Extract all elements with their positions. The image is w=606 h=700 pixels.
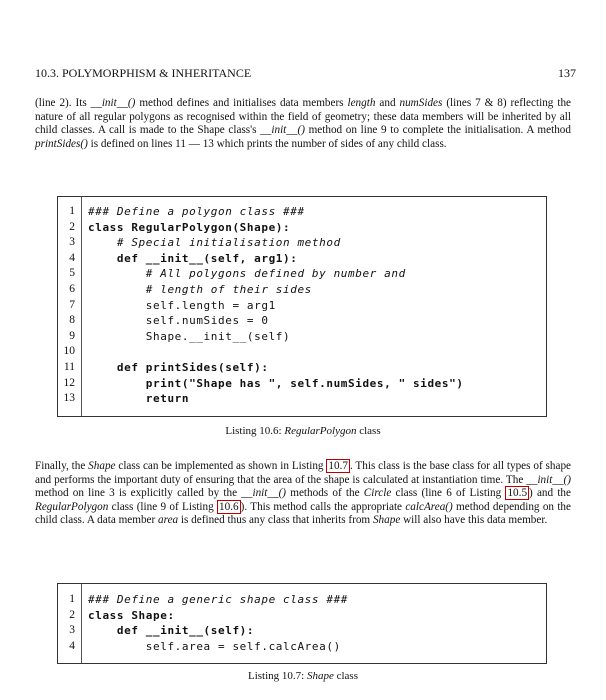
line-number: 3 — [69, 236, 75, 249]
code-line: Shape.__init__(self) — [88, 329, 291, 343]
line-number: 8 — [69, 314, 75, 327]
line-number: 7 — [69, 298, 75, 311]
line-number: 6 — [69, 283, 75, 295]
code-line: # Special initialisation method — [88, 236, 341, 250]
line-number: 1 — [69, 205, 75, 217]
code-line: class RegularPolygon(Shape): — [88, 220, 291, 234]
line-number: 4 — [69, 251, 75, 264]
code-line: def printSides(self): — [88, 361, 269, 374]
code-line: self.length = arg1 — [88, 298, 276, 312]
listing-caption: Listing 10.7: Shape class — [247, 670, 358, 682]
listing-ref-link[interactable]: 10.6 — [219, 500, 239, 513]
line-number: 1 — [69, 593, 75, 605]
listing-caption: Listing 10.6: RegularPolygon class — [225, 425, 381, 437]
line-number: 13 — [63, 392, 75, 405]
code-line: return — [88, 392, 190, 406]
code-line: ### Define a polygon class ### — [88, 205, 305, 218]
page-number: 137 — [558, 66, 576, 80]
code-line: print("Shape has ", self.numSides, " sides") — [88, 376, 464, 390]
line-number: 12 — [63, 376, 75, 389]
line-number: 2 — [69, 608, 75, 621]
line-number: 3 — [69, 624, 75, 637]
chapter-title: 10.3. POLYMORPHISM & INHERITANCE — [35, 66, 252, 80]
paragraph-intro: (line 2). Its __init__() method defines and initialises data members length and numSides (lines 7 & 8) reflecting the nature of all regular polygons as recognised within the field of geometry; these data members will be inherited by all child classes. A call is made to the Shape class's __init__() method on line 9 to complete the initialisation. A method printSides() is defined on lines 11 — 13 which prints the number of sides of any child class. — [35, 97, 571, 150]
listing-ref-link[interactable]: 10.7 — [328, 460, 348, 472]
code-line: self.area = self.calcArea() — [88, 639, 341, 653]
code-line: self.numSides = 0 — [88, 314, 269, 328]
listing-ref-link[interactable]: 10.5 — [507, 487, 528, 500]
line-number: 10 — [63, 345, 75, 358]
code-listing-shape — [57, 583, 547, 664]
code-listing-regularpolygon — [57, 196, 547, 417]
code-line: ### Define a generic shape class ### — [88, 593, 349, 606]
line-number-divider — [81, 197, 82, 416]
code-line: # length of their sides — [88, 283, 312, 296]
paragraph-shape: Finally, the Shape class can be implemented as shown in Listing 10.7 . This class is the base class for all types of shape and performs the important duty of ensuring that the area of the shape is calculated at instantiation time. The __init__() method on line 3 is explicitly called by the __init__() methods of the Circle class (line 6 of Listing 10.5 ) and the RegularPolygon class (line 9 of Listing 10.6 ). This method calls the appropriate calcArea() method depending on the child class. A data member area is defined thus any class that inherits from Shape will also have this data member. — [35, 460, 572, 527]
code-line: # All polygons defined by number and — [88, 267, 406, 281]
line-number: 9 — [69, 329, 75, 342]
running-header — [35, 66, 576, 82]
line-number: 11 — [63, 361, 75, 373]
code-line: def __init__(self, arg1): — [88, 251, 298, 265]
line-number: 2 — [69, 220, 75, 233]
code-line: def __init__(self): — [88, 624, 255, 638]
line-number: 4 — [69, 639, 75, 652]
line-number-divider — [81, 584, 82, 663]
line-number: 5 — [69, 267, 75, 280]
code-line: class Shape: — [88, 608, 175, 622]
